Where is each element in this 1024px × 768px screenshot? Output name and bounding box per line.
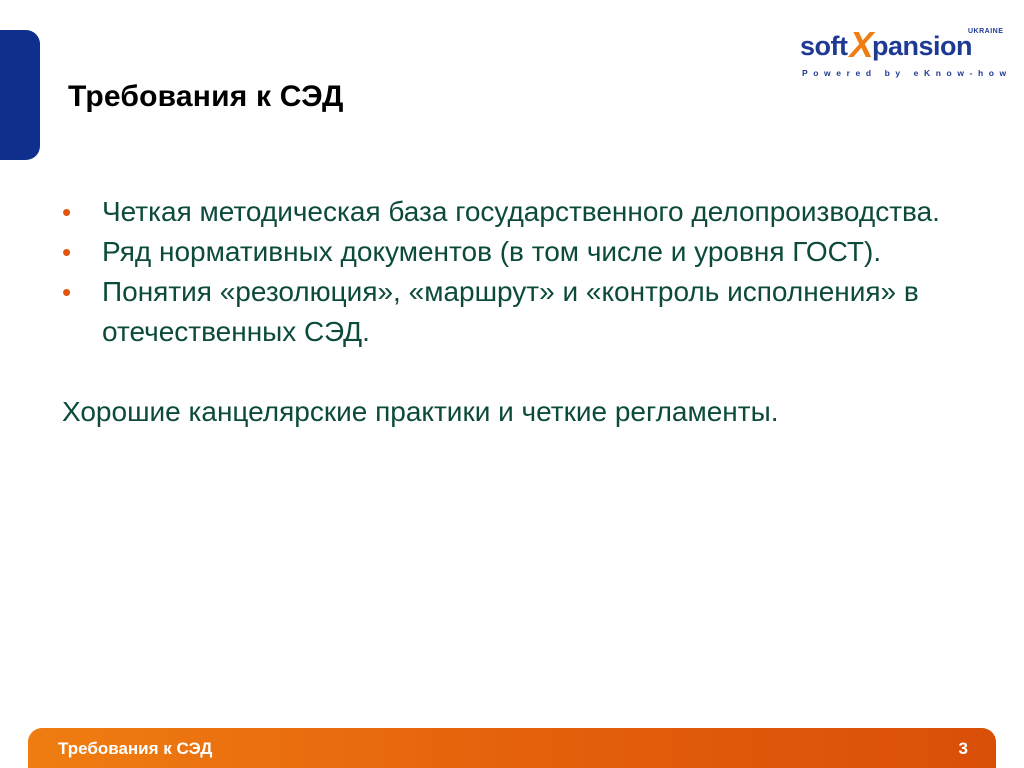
slide-title: Требования к СЭД — [68, 80, 344, 113]
bullet-text: Четкая методическая база государственного делопроизводства. — [102, 196, 940, 227]
summary-text: Хорошие канцелярские практики и четкие регламенты. — [62, 396, 779, 427]
softxpansion-logo — [800, 24, 1012, 82]
bullet-text: Ряд нормативных документов (в том числе и уровня ГОСТ). — [102, 236, 882, 267]
slide-content — [62, 192, 982, 432]
footer-bar — [28, 728, 996, 768]
logo-wordmark — [800, 24, 973, 65]
bullet-icon: • — [62, 277, 72, 307]
bullet-item — [62, 232, 982, 272]
bullet-icon: • — [62, 237, 72, 267]
logo-soft-text: soft — [800, 31, 848, 61]
bullet-icon: • — [62, 197, 72, 227]
page-number: 3 — [958, 739, 968, 758]
logo-x-text: X — [849, 24, 874, 65]
bullet-list — [62, 192, 982, 352]
side-accent-tab — [0, 30, 40, 160]
logo-tagline: Powered by eKnow-how — [802, 68, 1012, 78]
bullet-item — [62, 192, 982, 232]
bullet-item — [62, 272, 982, 352]
logo-ukraine-text: UKRAINE — [968, 28, 1004, 35]
footer-title: Требования к СЭД — [58, 739, 213, 758]
logo-pansion-text: pansion — [872, 31, 973, 61]
bullet-text: Понятия «резолюция», «маршрут» и «контроль исполнения» в отечественных СЭД. — [102, 276, 919, 347]
